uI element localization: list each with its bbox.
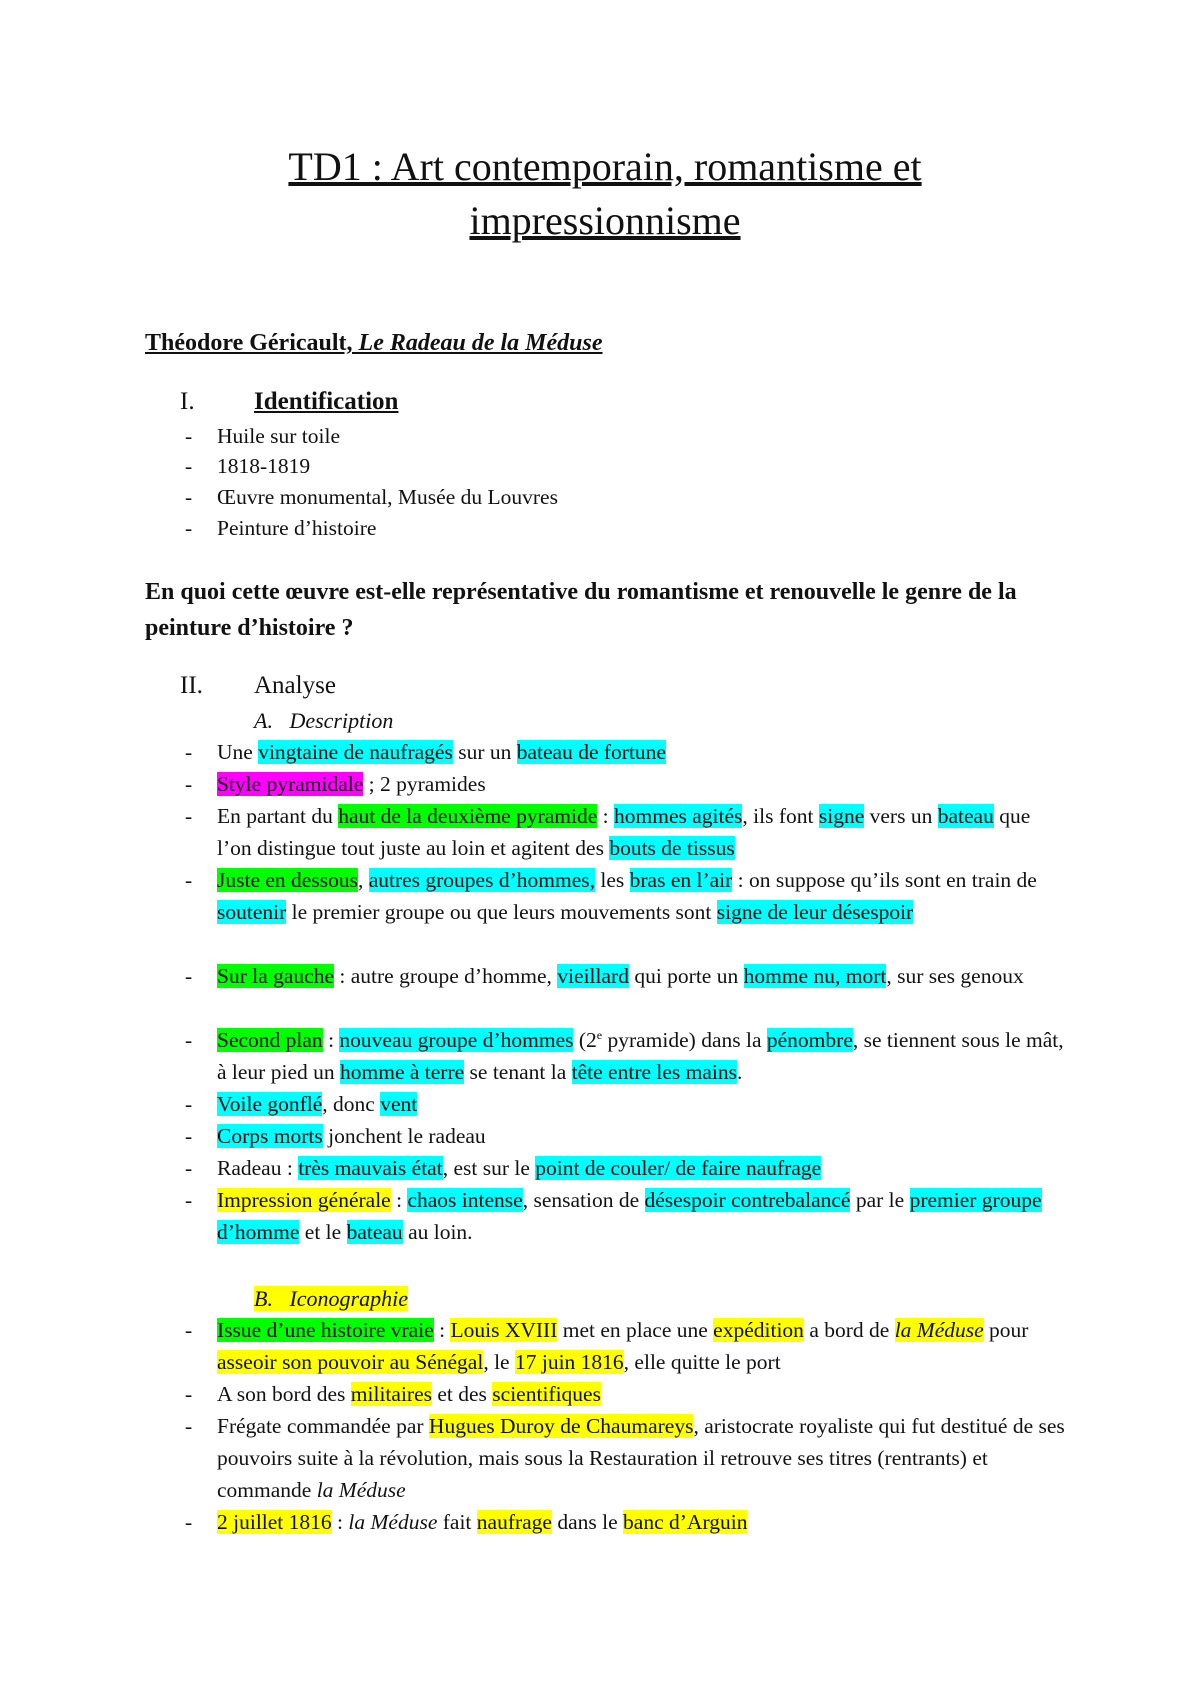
list-item-text [217,1506,1065,1538]
highlighted-text: naufrage [476,1510,552,1534]
text-segment: Une [217,740,259,764]
highlighted-text: bateau [937,804,994,828]
list-item-text [217,1410,1065,1506]
bullet-dash: - [185,516,193,540]
list-item [185,1378,1065,1410]
highlighted-text: 2 juillet 1816 [217,1510,332,1534]
list-item-text: 1818-1819 [217,454,311,478]
section-identification [180,388,398,416]
list-item [185,420,1065,452]
list-item-text [217,1184,1065,1248]
text-segment: e [596,1027,603,1042]
text-segment: , sur ses genoux [886,964,1024,988]
highlighted-text: Issue d’une histoire vraie [217,1318,434,1342]
text-segment: le premier groupe ou que leurs mouvements sont [286,900,717,924]
highlighted-text: Juste en dessous [217,868,358,892]
highlighted-text: Hugues Duroy de Chaumareys [428,1414,694,1438]
highlighted-text: désespoir contrebalancé [644,1188,851,1212]
highlighted-text: homme à terre [340,1060,465,1084]
text-segment: : on suppose qu’ils sont en train de [732,868,1037,892]
highlighted-text: pénombre [766,1028,853,1052]
highlighted-text: expédition [713,1318,804,1342]
list-item [185,1152,1065,1184]
highlighted-text: militaires [350,1382,432,1406]
text-segment: : [433,1318,451,1342]
page-title: TD1 : Art contemporain, romantisme et impressionnisme [288,144,922,243]
highlighted-text: premier groupe d’homme [217,1188,1042,1244]
text-segment: Frégate commandée par [217,1414,429,1438]
section-number: II. [180,672,203,699]
highlighted-text: Corps morts [217,1124,323,1148]
highlighted-text: Style pyramidale [217,772,364,796]
highlighted-text: signe de leur désespoir [716,900,914,924]
text-segment: (2 [573,1028,597,1052]
highlighted-text: bouts de tissus [609,836,735,860]
text-segment: les [594,868,630,892]
bullet-dash: - [185,485,193,509]
bullet-dash: - [185,1028,193,1052]
list-item [185,481,1065,513]
text-segment: a bord de [803,1318,895,1342]
text-segment: , le [483,1350,515,1374]
work-heading [145,330,603,357]
text-segment: vers un [864,804,938,828]
list-item [185,1184,1065,1248]
text-segment: jonchent le radeau [322,1124,486,1148]
highlighted-text: bateau [346,1220,403,1244]
highlighted-text: Voile gonflé [217,1092,323,1116]
highlighted-text: Sur la gauche [217,964,335,988]
list-item-text [217,1024,1065,1088]
bullet-dash: - [185,740,193,764]
text-segment: et des [431,1382,493,1406]
highlighted-text: point de couler/ de faire naufrage [535,1156,822,1180]
artist-name: Théodore Géricault, [145,330,359,356]
bullet-dash: - [185,804,193,828]
text-segment: qui porte un [628,964,744,988]
highlighted-text: homme nu, mort [743,964,887,988]
highlighted-text: vingtaine de naufragés [258,740,453,764]
text-segment: , donc [322,1092,381,1116]
bullet-dash: - [185,1092,193,1116]
text-segment: : [331,1510,349,1534]
section-number: I. [180,388,195,415]
problem-question: En quoi cette œuvre est-elle représentative du romantisme et renouvelle le genre de la peinture d’histoire ? [145,579,1017,641]
highlighted-text: haut de la deuxième pyramide [338,804,598,828]
text-segment: Radeau : [217,1156,299,1180]
list-item [185,1506,1065,1538]
text-segment: , ils font [742,804,819,828]
list-item [185,864,1065,928]
highlighted-text: Second plan [217,1028,323,1052]
highlighted-text: scientifiques [492,1382,601,1406]
work-title: Le Radeau de la Méduse [358,330,603,356]
list-item-text [217,1314,1065,1378]
text-segment: sur un [452,740,517,764]
list-item-text: Peinture d’histoire [217,516,377,540]
list-item [185,960,1065,992]
subsection-label: B. Iconographie [254,1286,408,1311]
highlighted-text: tête entre les mains [571,1060,738,1084]
bullet-dash: - [185,1156,193,1180]
list-item-text [217,736,1065,768]
text-segment: : [322,1028,340,1052]
text-segment: : autre groupe d’homme, [334,964,558,988]
text-segment: , [357,868,369,892]
highlighted-text: nouveau groupe d’hommes [339,1028,574,1052]
list-item-text: Œuvre monumental, Musée du Louvres [217,485,558,509]
list-item-text [217,800,1065,864]
list-item-text [217,1378,1065,1410]
bullet-dash: - [185,868,193,892]
highlighted-text: Impression générale [217,1188,391,1212]
list-item [185,450,1065,482]
list-item-text: Huile sur toile [217,424,341,448]
list-item [185,736,1065,768]
text-segment: ; 2 pyramides [363,772,486,796]
text-segment: par le [850,1188,910,1212]
section-analyse [180,672,336,700]
bullet-dash: - [185,454,193,478]
list-item-text [217,1152,1065,1184]
highlighted-text: chaos intense [407,1188,523,1212]
text-segment: la Méduse [348,1510,438,1534]
highlighted-text: autres groupes d’hommes, [368,868,595,892]
text-segment: et le [299,1220,347,1244]
highlighted-text: asseoir son pouvoir au Sénégal [217,1350,484,1374]
text-segment: que l’on distingue tout juste au loin et agitent des [217,804,1031,860]
bullet-dash: - [185,1414,193,1438]
text-segment: pyramide) dans la [602,1028,767,1052]
text-segment: , elle quitte le port [623,1350,781,1374]
highlighted-text: signe [818,804,865,828]
bullet-dash: - [185,1188,193,1212]
bullet-dash: - [185,1318,193,1342]
text-segment: dans le [551,1510,624,1534]
highlighted-text: Louis XVIII [450,1318,558,1342]
text-segment: . [737,1060,743,1084]
subsection-description: A. Description [254,708,394,733]
text-segment: , aristocrate royaliste qui fut destitué de ses pouvoirs suite à la révolution, mais sous la Restauration il retrouve ses titres (rentrants) et commande [217,1414,1065,1502]
highlighted-text: banc d’Arguin [623,1510,748,1534]
highlighted-text: hommes agités [614,804,743,828]
highlighted-text: vent [380,1092,418,1116]
list-item-text [217,1088,1065,1120]
section-label: Identification [254,388,399,415]
bullet-dash: - [185,424,193,448]
bullet-dash: - [185,964,193,988]
text-segment: la Méduse [316,1478,406,1502]
text-segment: En partant du [217,804,339,828]
list-item [185,768,1065,800]
highlighted-text: la Méduse [894,1318,984,1342]
highlighted-text: soutenir [217,900,287,924]
list-item-text [217,864,1065,928]
text-segment: se tenant la [464,1060,572,1084]
text-segment: A son bord des [217,1382,351,1406]
list-item [185,512,1065,544]
list-item [185,800,1065,864]
list-item [185,1410,1065,1506]
list-item [185,1314,1065,1378]
list-item-text [217,768,1065,800]
highlighted-text: bras en l’air [629,868,733,892]
list-item [185,1120,1065,1152]
bullet-dash: - [185,1382,193,1406]
highlighted-text: très mauvais état [298,1156,443,1180]
text-segment: met en place une [557,1318,714,1342]
list-item [185,1024,1065,1088]
subsection-iconography [254,1286,408,1312]
highlighted-text: bateau de fortune [516,740,666,764]
text-segment: , se tiennent sous le mât, à leur pied un [217,1028,1064,1084]
text-segment: : [390,1188,408,1212]
text-segment: pour [983,1318,1029,1342]
bullet-dash: - [185,1510,193,1534]
list-item [185,1088,1065,1120]
bullet-dash: - [185,1124,193,1148]
list-item-text [217,1120,1065,1152]
text-segment: fait [437,1510,477,1534]
bullet-dash: - [185,772,193,796]
highlighted-text: 17 juin 1816 [514,1350,624,1374]
text-segment: , est sur le [442,1156,536,1180]
text-segment: au loin. [402,1220,473,1244]
list-item-text [217,960,1065,992]
text-segment: , sensation de [522,1188,645,1212]
highlighted-text: vieillard [557,964,629,988]
section-label: Analyse [254,672,336,699]
text-segment: : [597,804,615,828]
